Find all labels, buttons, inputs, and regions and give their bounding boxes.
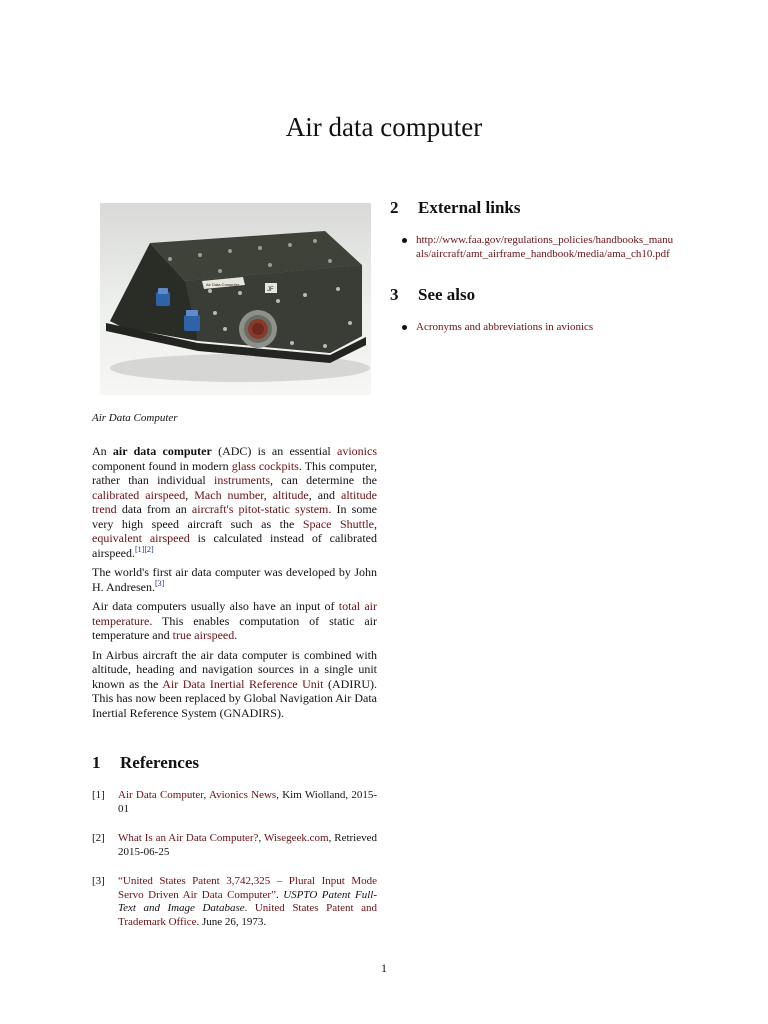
inline-link[interactable]: calibrated airspeed: [92, 487, 186, 502]
inline-link[interactable]: Wisegeek.com: [263, 832, 329, 844]
references-title: References: [120, 753, 199, 772]
external-links-heading: [390, 198, 676, 218]
external-links-title: External links: [418, 198, 521, 217]
inline-link[interactable]: “United States Patent 3,742,325 – Plural Input Mode Servo Driven Air Data Computer”: [118, 875, 377, 901]
intro-paragraph-1: An air data computer (ADC) is an essential avionics component found in modern glass cockpits. This computer, rather than individual instruments, can determine the calibrated airspeed, Mach number, altitude, and altitude trend data from an aircraft's pitot-static system. In some very high speed aircraft such as the Space Shuttle, equivalent airspeed is calculated instead of calibrated airspeed.[1][2]: [92, 444, 378, 560]
inline-link[interactable]: Avionics News: [208, 789, 277, 801]
reference-item: [92, 875, 377, 929]
right-column: [390, 198, 676, 335]
citation-link[interactable]: [1][2]: [134, 544, 154, 554]
references-heading: [92, 753, 377, 773]
inline-link[interactable]: Air Data Inertial Reference Unit: [162, 676, 324, 691]
see-also-link[interactable]: Acronyms and abbreviations in avionics: [416, 321, 594, 333]
inline-link[interactable]: avionics: [337, 444, 377, 458]
list-item: [402, 234, 676, 261]
pneumatic-fitting-2: [184, 310, 200, 331]
external-links-list: [402, 234, 676, 261]
references-list: [92, 789, 377, 929]
reference-text: What Is an Air Data Computer?, Wisegeek.com, Retrieved 2015-06-25: [118, 832, 377, 858]
device-tag-text: JF: [267, 287, 274, 293]
inline-link[interactable]: Space Shuttle: [302, 516, 375, 531]
citation-link[interactable]: [3]: [155, 578, 165, 588]
figure-caption: Air Data Computer: [92, 412, 178, 424]
circular-connector: [239, 310, 277, 348]
see-also-title: See also: [418, 285, 476, 304]
inline-link[interactable]: true airspeed: [172, 628, 235, 642]
see-also-list: [402, 321, 676, 335]
page-title: Air data computer: [285, 112, 483, 142]
external-links-number: 2: [390, 198, 399, 217]
external-link[interactable]: http://www.faa.gov/regulations_policies/handbooks_manuals/aircraft/amt_airframe_handbook/media/ama_ch10.pdf: [416, 234, 674, 260]
inline-link[interactable]: Air Data Computer: [118, 789, 204, 801]
reference-number: [1]: [92, 789, 105, 801]
inline-link[interactable]: Mach number: [194, 487, 264, 502]
italic-text: USPTO Patent Full-Text and Image Database: [118, 888, 377, 914]
reference-item: [92, 832, 377, 859]
intro-paragraph-3: Air data computers usually also have an input of total air temperature. This enables computation of static air temperature and true airspeed.: [92, 599, 378, 642]
inline-link[interactable]: . United States Patent and Trademark Office: [118, 902, 377, 928]
figure-image: [100, 203, 371, 395]
pneumatic-fitting-1: [156, 288, 170, 306]
inline-link[interactable]: aircraft's pitot-static system: [191, 502, 329, 516]
inline-link[interactable]: glass cockpits: [231, 458, 299, 473]
device-label-text: Air Data Computer: [206, 282, 240, 287]
inline-link[interactable]: What Is an Air Data Computer?: [118, 832, 259, 844]
reference-number: [2]: [92, 832, 105, 844]
references-number: 1: [92, 753, 101, 772]
page-number: 1: [381, 961, 387, 975]
reference-text: Air Data Computer, Avionics News, Kim Wiolland, 2015-01: [118, 789, 378, 815]
left-column: [92, 203, 377, 929]
air-data-computer-photo: [100, 203, 371, 395]
inline-link[interactable]: altitude: [272, 487, 309, 502]
list-item: [402, 321, 676, 335]
reference-text: “United States Patent 3,742,325 – Plural Input Mode Servo Driven Air Data Computer”. USPTO Patent Full-Text and Image Database. United States Patent and Trademark Office. June 26, 1973.: [118, 875, 377, 928]
inline-link[interactable]: total air temperature: [92, 599, 378, 628]
inline-link[interactable]: altitude trend: [92, 487, 378, 516]
intro-paragraph-2: The world's first air data computer was developed by John H. Andresen.[3]: [92, 565, 377, 594]
bold-term: air data computer: [112, 444, 212, 458]
inline-link[interactable]: equivalent airspeed: [92, 531, 190, 545]
see-also-number: 3: [390, 285, 399, 304]
intro-paragraph-4: In Airbus aircraft the air data computer is combined with altitude, heading and navigation sources in a single unit known as the Air Data Inertial Reference Unit (ADIRU). This has now been replaced by Global Navigation Air Data Inertial Reference System (GNADIRS).: [92, 647, 377, 720]
reference-number: [3]: [92, 875, 105, 887]
inline-link[interactable]: instruments: [214, 473, 270, 487]
reference-item: [92, 789, 377, 816]
see-also-heading: [390, 285, 676, 305]
